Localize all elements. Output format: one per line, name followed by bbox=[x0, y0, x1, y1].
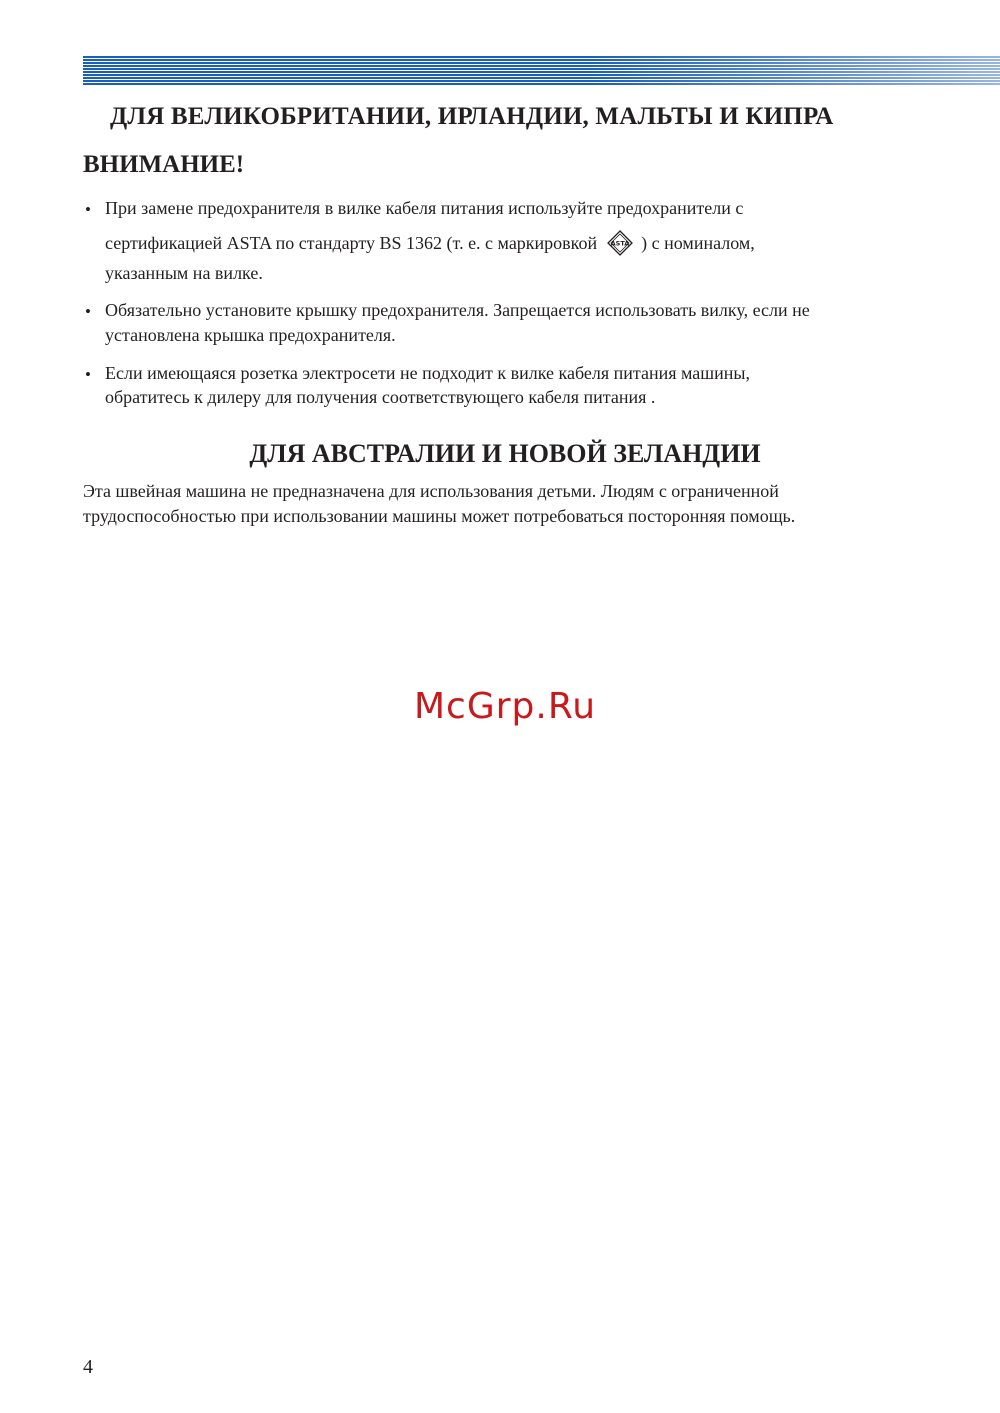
svg-text:ASTA: ASTA bbox=[610, 239, 630, 248]
bullet-marker: • bbox=[85, 365, 91, 384]
bullet-marker: • bbox=[85, 200, 91, 219]
au-line-1: Эта швейная машина не предназначена для использования детьми. Людям с ограниченной bbox=[83, 481, 779, 501]
bullet-1-line-2-tail: ) с номиналом, bbox=[641, 233, 755, 254]
watermark: McGrp.Ru bbox=[413, 686, 597, 727]
bullet-1-line-2 bbox=[105, 232, 755, 258]
header-band bbox=[83, 56, 1000, 85]
bullet-3-line-2: обратитесь к дилеру для получения соответствующего кабеля питания . bbox=[105, 387, 656, 407]
heading-uk: ДЛЯ ВЕЛИКОБРИТАНИИ, ИРЛАНДИИ, МАЛЬТЫ И КИПРА bbox=[110, 103, 834, 130]
bullet-1-line-2-text: сертификацией ASTA по стандарту BS 1362 (т. е. с маркировкой bbox=[105, 233, 598, 254]
asta-mark-icon bbox=[607, 230, 633, 256]
bullet-1-line-1: При замене предохранителя в вилке кабеля питания используйте предохранители с bbox=[105, 198, 744, 218]
bullet-3-line-1: Если имеющаяся розетка электросети не подходит к вилке кабеля питания машины, bbox=[105, 363, 750, 383]
bullet-2-line-1: Обязательно установите крышку предохранителя. Запрещается использовать вилку, если не bbox=[105, 300, 810, 320]
bullet-2-line-2: установлена крышка предохранителя. bbox=[105, 325, 396, 345]
bullet-1-line-3: указанным на вилке. bbox=[105, 263, 263, 283]
page-number: 4 bbox=[83, 1356, 93, 1378]
warning-title: ВНИМАНИЕ! bbox=[83, 151, 245, 178]
heading-au: ДЛЯ АВСТРАЛИИ И НОВОЙ ЗЕЛАНДИИ bbox=[249, 439, 761, 468]
au-line-2: трудоспособностью при использовании машины может потребоваться посторонняя помощь. bbox=[83, 506, 796, 526]
bullet-marker: • bbox=[85, 302, 91, 321]
